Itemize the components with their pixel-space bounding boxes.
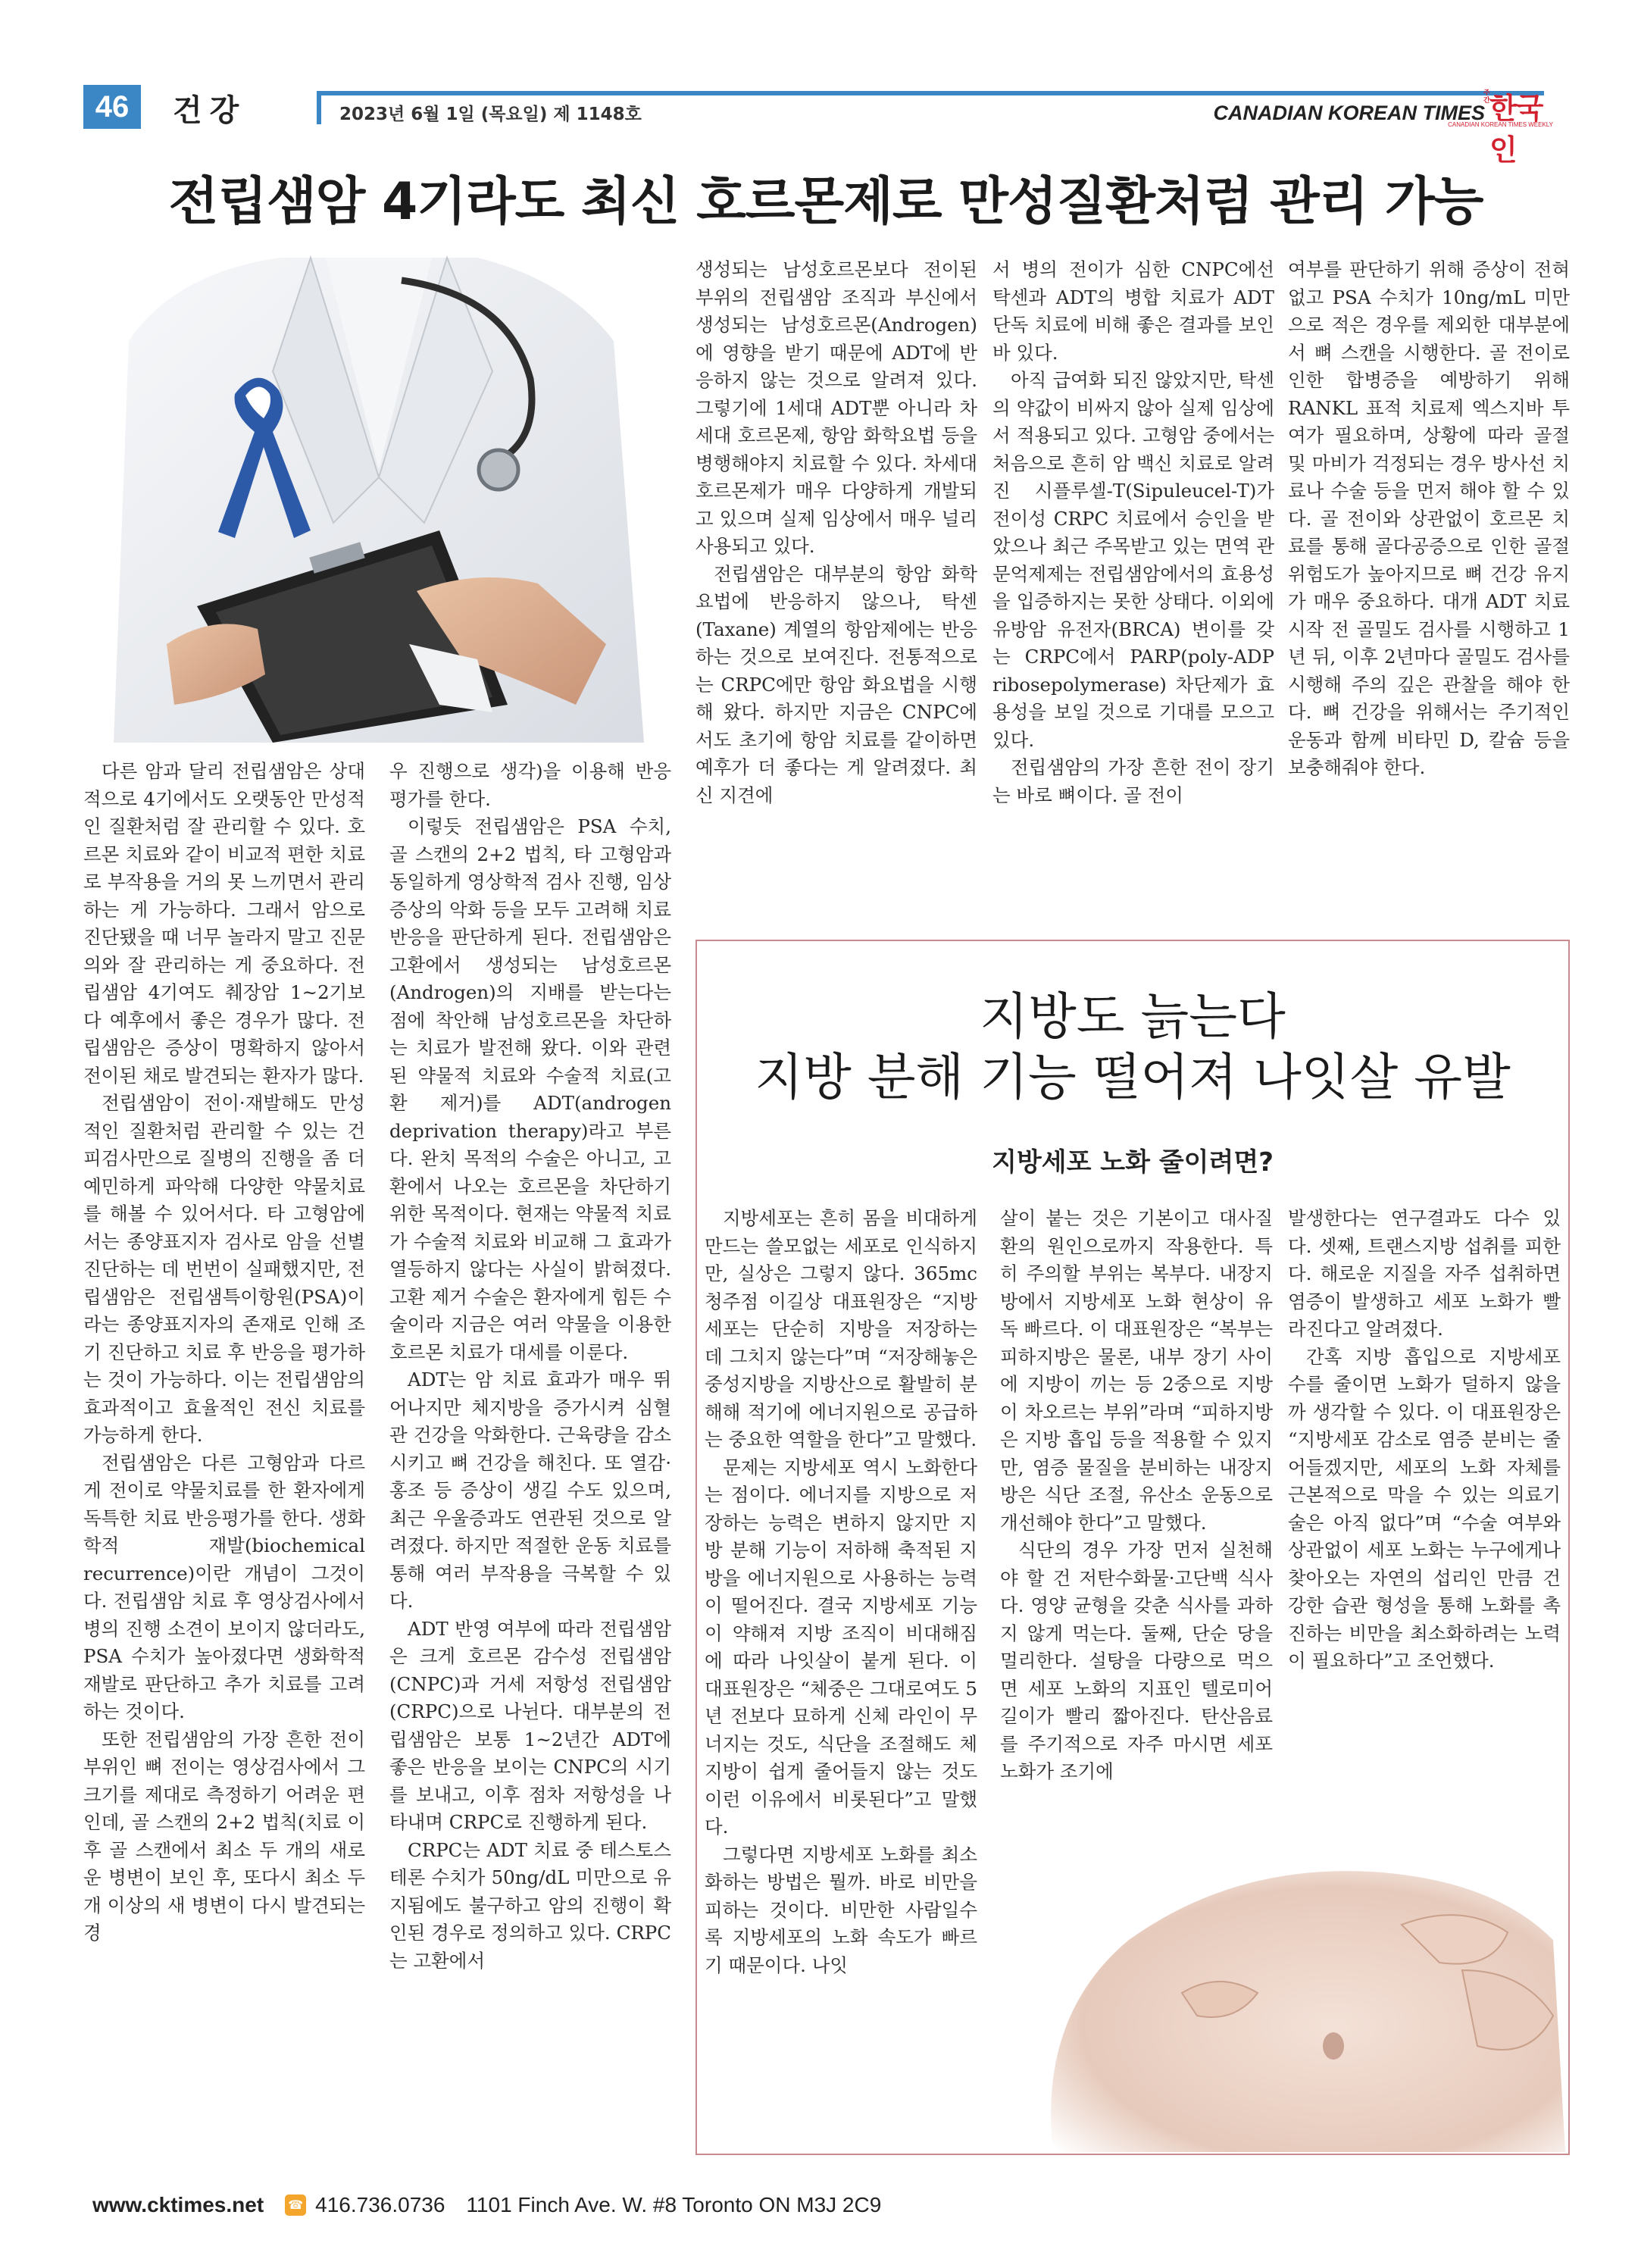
article-column-3 xyxy=(695,256,977,809)
box-column-2 xyxy=(1000,1205,1273,1786)
paragraph: 서 병의 전이가 심한 CNPC에선 탁센과 ADT의 병합 치료가 ADT 단독 치료에 비해 좋은 결과를 보인 바 있다. xyxy=(992,258,1274,364)
paragraph: 간혹 지방 흡입으로 지방세포 수를 줄이면 노화가 덜하지 않을까 생각할 수 있다. 이 대표원장은 “지방세포 감소로 염증 분비는 줄어들겠지만, 세포의 노화 자체를 근본적으로 막을 수 있는 의료기술은 아직 없다”며 “수술 여부와 상관없이 세포 노화는 누구에게나 찾아오는 자연의 섭리인 만큼 건강한 습관 형성을 통해 노화를 촉진하는 비만을 최소화하려는 노력이 필요하다”고 조언했다. xyxy=(1288,1345,1561,1672)
header-rule xyxy=(317,91,1544,95)
paragraph: 전립샘암은 대부분의 항암 화학요법에 반응하지 않으나, 탁센(Taxane) 계열의 항암제에는 반응하는 것으로 보여진다. 전통적으로는 CRPC에만 항암 화요법을 시행해 왔다. 하지만 지금은 CNPC에서도 초기에 항암 치료를 같이하면 예후가 더 좋다는 게 알려졌다. 최신 지견에 xyxy=(695,562,977,806)
page-number: 46 xyxy=(83,85,141,129)
paragraph: 전립샘암의 가장 흔한 전이 장기는 바로 뼈이다. 골 전이 xyxy=(992,756,1274,806)
paragraph: 살이 붙는 것은 기본이고 대사질환의 원인으로까지 작용한다. 특히 주의할 부위는 복부다. 내장지방에서 지방세포 노화 현상이 유독 빠르다. 이 대표원장은 “복부는 피하지방은 물론, 내부 장기 사이에 지방이 끼는 등 2중으로 지방이 차오르는 부위”라며 “피하지방은 지방 흡입 등을 적용할 수 있지만, 염증 물질을 분비하는 내장지방은 식단 조절, 유산소 운동으로 개선해야 한다”고 말했다. xyxy=(1000,1207,1273,1534)
article-column-5 xyxy=(1288,256,1570,782)
box-column-1 xyxy=(705,1205,977,1979)
paper-name: CANADIAN KOREAN TIMES xyxy=(1213,102,1485,124)
paragraph: 문제는 지방세포 역시 노화한다는 점이다. 에너지를 지방으로 저장하는 능력은 변하지 않지만 지방 분해 기능이 저하해 축적된 지방을 에너지원으로 사용하는 능력이 떨어진다. 결국 지방세포 기능이 약해져 지방 조직이 비대해짐에 따라 나잇살이 붙게 된다. 이 대표원장은 “체중은 그대로여도 5년 전보다 묘하게 신체 라인이 무너지는 것도, 식단을 조절해도 체지방이 쉽게 줄어들지 않는 것도 이런 이유에서 비롯된다”고 말했다. xyxy=(705,1456,977,1838)
box-subtitle: 지방세포 노화 줄이려면? xyxy=(992,1147,1274,1178)
paragraph: CRPC는 ADT 치료 중 테스토스테론 수치가 50ng/dL 미만으로 유지됨에도 불구하고 암의 진행이 확인된 경우로 정의하고 있다. CRPC는 고환에서 xyxy=(389,1838,671,1972)
paragraph: ADT 반영 여부에 따라 전립샘암은 크게 호르몬 감수성 전립샘암(CNPC)과 거세 저항성 전립샘암(CRPC)으로 나뉜다. 대부분의 전립샘암은 보통 1~2년간 ADT에 좋은 반응을 보이는 CNPC의 시기를 보내고, 이후 점차 저항성을 나타내며 CRPC로 진행하게 된다. xyxy=(389,1617,671,1833)
header-divider xyxy=(317,91,321,124)
box-title-line-1: 지방도 늙는다 xyxy=(980,987,1286,1046)
logo-text: 한국인 xyxy=(1489,92,1543,167)
address: 1101 Finch Ave. W. #8 Toronto ON M3J 2C9 xyxy=(466,2193,882,2216)
website-link[interactable]: www.cktimes.net xyxy=(92,2193,264,2216)
paragraph: 여부를 판단하기 위해 증상이 전혀 없고 PSA 수치가 10ng/mL 미만으로 적은 경우를 제외한 대부분에서 뼈 스캔을 시행한다. 골 전이로 인한 합병증을 예방하기 위해 RANKL 표적 치료제 엑스지바 투여가 필요하며, 상황에 따라 골절 및 마비가 걱정되는 경우 방사선 치료나 수술 등을 먼저 해야 할 수 있다. 골 전이와 상관없이 호르몬 치료를 통해 골다공증으로 인한 골절 위험도가 높아지므로 뼈 건강 유지가 매우 중요하다. 대개 ADT 치료 시작 전 골밀도 검사를 시행하고 1년 뒤, 이후 2년마다 골밀도 검사를 시행해 주의 깊은 관찰을 해야 한다. 뼈 건강을 위해서는 주기적인 운동과 함께 비타민 D, 칼슘 등을 보충해줘야 한다. xyxy=(1288,258,1570,778)
paragraph: 전립샘암은 다른 고형암과 다르게 전이로 약물치료를 한 환자에게 독특한 치료 반응평가를 한다. 생화학적 재발(biochemical recurrence)이란 개념이 그것이다. 전립샘암 치료 후 영상검사에서 병의 진행 소견이 보이지 않더라도, PSA 수치가 높아졌다면 생화학적 재발로 판단하고 추가 치료를 고려하는 것이다. xyxy=(83,1451,365,1722)
paragraph: 아직 급여화 되진 않았지만, 탁센의 약값이 비싸지 않아 실제 임상에서 적용되고 있다. 고형암 중에서는 처음으로 흔히 암 백신 치료로 알려진 시플루셀-T(Sipuleucel-T)가 전이성 CRPC 치료에서 승인을 받았으나 최근 주목받고 있는 면역 관문억제제는 전립샘암에서의 효용성을 입증하지는 못한 상태다. 이외에 유방암 유전자(BRCA) 변이를 갖는 CRPC에서 PARP(poly-ADP ribosepolymerase) 차단제가 효용성을 보일 것으로 기대를 모으고 있다. xyxy=(992,369,1274,751)
page-header xyxy=(83,85,1553,167)
box-column-3 xyxy=(1288,1205,1561,1675)
section-name: 건강 xyxy=(173,93,247,128)
doctor-ribbon-photo xyxy=(83,250,674,743)
phone-icon: ☎ xyxy=(285,2194,306,2216)
phone-number: 416.736.0736 xyxy=(315,2193,445,2216)
article-column-4 xyxy=(992,256,1274,809)
paragraph: 생성되는 남성호르몬보다 전이된 부위의 전립샘암 조직과 부신에서 생성되는 남성호르몬(Androgen)에 영향을 받기 때문에 ADT에 반응하지 않는 것으로 알려져 있다. 그렇기에 1세대 ADT뿐 아니라 차세대 호르몬제, 항암 화학요법 등을 병행해야지 치료할 수 있다. 차세대 호르몬제가 매우 다양하게 개발되고 있으며 실제 임상에서 매우 널리 사용되고 있다. xyxy=(695,258,977,557)
article-headline: 전립샘암 4기라도 최신 호르몬제로 만성질환처럼 관리 가능 xyxy=(168,172,1483,232)
paragraph: 또한 전립샘암의 가장 흔한 전이 부위인 뼈 전이는 영상검사에서 그 크기를 제대로 측정하기 어려운 편인데, 골 스캔의 2+2 법칙(치료 이후 골 스캔에서 최소 두 개의 새로운 병변이 보인 후, 또다시 최소 두 개 이상의 새 병변이 다시 발견되는 경 xyxy=(83,1728,365,1944)
paragraph: 식단의 경우 가장 먼저 실천해야 할 건 저탄수화물·고단백 식사다. 영양 균형을 갖춘 식사를 과하지 않게 먹는다. 둘째, 단순 당을 멀리한다. 설탕을 다량으로 먹으면 세포 노화의 지표인 텔로미어 길이가 빨리 짧아진다. 탄산음료를 주기적으로 자주 마시면 세포 노화가 조기에 xyxy=(1000,1539,1273,1782)
logo-side-text: 주간 xyxy=(1483,89,1490,105)
page-footer xyxy=(92,2190,881,2220)
issue-date: 2023년 6월 1일 (목요일) 제 1148호 xyxy=(339,105,642,124)
logo-subtext: CANADIAN KOREAN TIMES WEEKLY xyxy=(1448,121,1553,128)
paragraph: 지방세포는 흔히 몸을 비대하게 만드는 쓸모없는 세포로 인식하지만, 실상은 그렇지 않다. 365mc 청주점 이길상 대표원장은 “지방세포는 단순히 지방을 저장하는 데 그치지 않는다”며 “저장해놓은 중성지방을 지방산으로 활발히 분해해 적기에 에너지원으로 공급하는 중요한 역할을 한다”고 말했다. xyxy=(705,1207,977,1450)
box-title-line-2: 지방 분해 기능 떨어져 나잇살 유발 xyxy=(755,1048,1511,1106)
article-column-1 xyxy=(83,758,365,1947)
paragraph: 그렇다면 지방세포 노화를 최소화하는 방법은 뭘까. 바로 비만을 피하는 것이다. 비만한 사람일수록 지방세포의 노화 속도가 빠르기 때문이다. 나잇 xyxy=(705,1843,977,1976)
paragraph: 발생한다는 연구결과도 다수 있다. 셋째, 트랜스지방 섭취를 피한다. 해로운 지질을 자주 섭취하면 염증이 발생하고 세포 노화가 빨라진다고 알려졌다. xyxy=(1288,1207,1561,1340)
paragraph: 전립샘암이 전이·재발해도 만성적인 질환처럼 관리할 수 있는 건 피검사만으로 질병의 진행을 좀 더 예민하게 파악해 다양한 약물치료를 해볼 수 있어서다. 타 고형암에서는 종양표지자 검사로 암을 선별 진단하는 데 번번이 실패했지만, 전립샘암은 전립샘특이항원(PSA)이라는 종양표지자의 존재로 인해 조기 진단하고 치료 후 반응을 평가하는 것이 가능하다. 이는 전립샘암의 효과적이고 효율적인 전신 치료를 가능하게 한다. xyxy=(83,1092,365,1446)
paragraph: ADT는 암 치료 효과가 매우 뛰어나지만 체지방을 증가시켜 심혈관 건강을 악화한다. 근육량을 감소시키고 뼈 건강을 해친다. 또 열감·홍조 등 증상이 생길 수도 있으며, 최근 우울증과도 연관된 것으로 알려졌다. 하지만 적절한 운동 치료를 통해 여러 부작용을 극복할 수 있다. xyxy=(389,1369,671,1612)
belly-fat-photo xyxy=(1008,1743,1565,2152)
paragraph: 이렇듯 전립샘암은 PSA 수치, 골 스캔의 2+2 법칙, 타 고형암과 동일하게 영상학적 검사 진행, 임상 증상의 악화 등을 모두 고려해 치료 반응을 판단하게 된다. 전립샘암은 고환에서 생성되는 남성호르몬(Androgen)의 지배를 받는다는 점에 착안해 남성호르몬을 차단하는 치료가 발전해 왔다. 이와 관련된 약물적 치료와 수술적 치료(고환 제거)를 ADT(androgen deprivation therapy)라고 부른다. 완치 목적의 수술은 아니고, 고환에서 나오는 호르몬을 차단하기 위한 목적이다. 현재는 약물적 치료가 수술적 치료와 비교해 그 효과가 열등하지 않다는 사실이 밝혀졌다. 고환 제거 수술은 환자에게 힘든 수술이라 지금은 여러 약물을 이용한 호르몬 치료가 대세를 이룬다. xyxy=(389,815,671,1363)
paragraph: 우 진행으로 생각)을 이용해 반응평가를 한다. xyxy=(389,760,671,810)
paragraph: 다른 암과 달리 전립샘암은 상대적으로 4기에서도 오랫동안 만성적인 질환처럼 잘 관리할 수 있다. 호르몬 치료와 같이 비교적 편한 치료로 부작용을 거의 못 느끼면서 관리하는 게 가능하다. 그래서 암으로 진단됐을 때 너무 놀라지 말고 진문의와 잘 관리하는 게 중요하다. 전립샘암 4기여도 췌장암 1~2기보다 예후에서 좋은 경우가 많다. 전립샘암은 증상이 명확하지 않아서 전이된 채로 발견되는 환자가 많다. xyxy=(83,760,365,1087)
paper-logo xyxy=(1448,85,1553,167)
article-column-2 xyxy=(389,758,671,1975)
